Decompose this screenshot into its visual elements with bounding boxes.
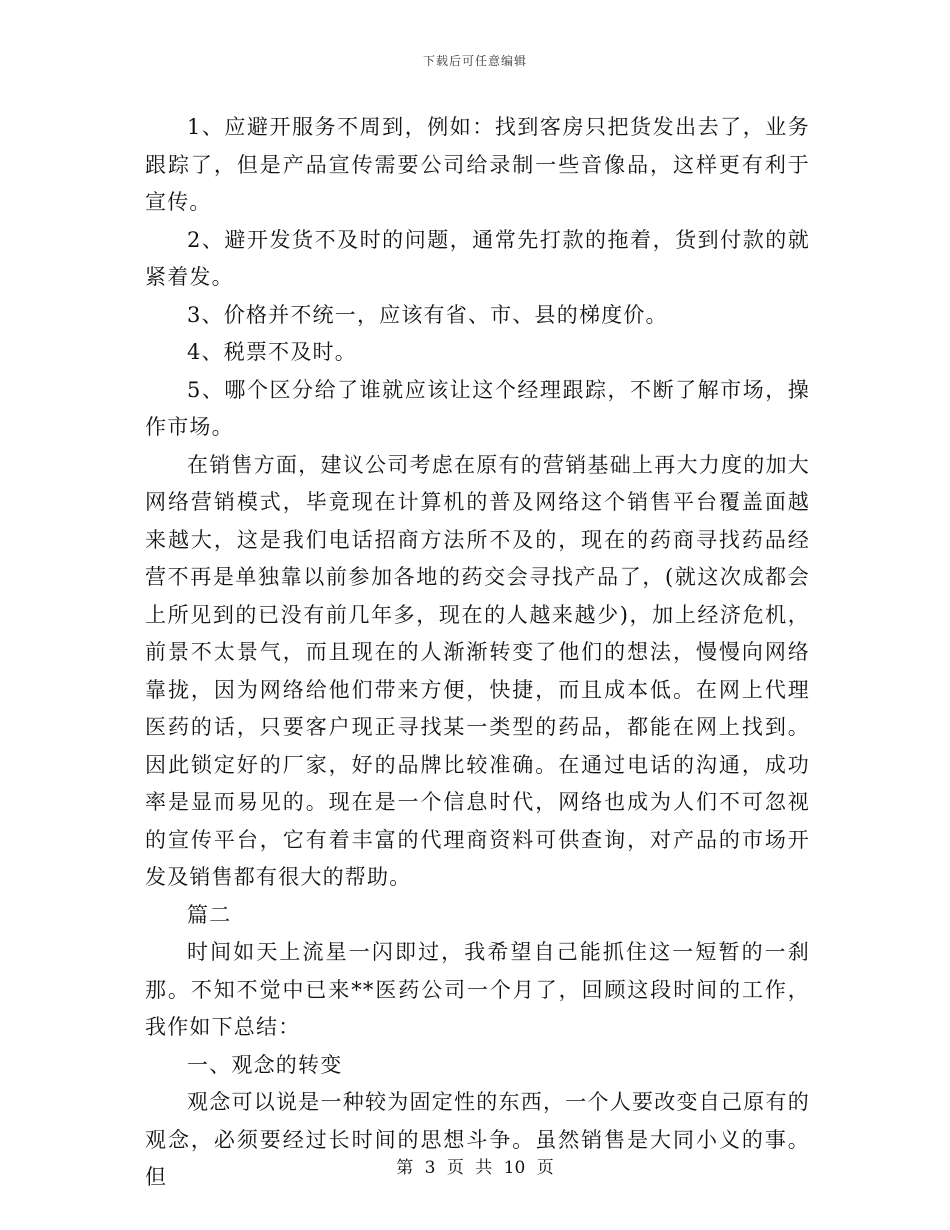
paragraph-sales-suggestion: 在销售方面，建议公司考虑在原有的营销基础上再大力度的加大网络营销模式，毕竟现在计算机的普及网络这个销售平台覆盖面越来越大，这是我们电话招商方法所不及的，现在的药商寻找药品经营不再是单独靠以前参加各地的药交会寻找产品了，(就这次成都会上所见到的已没有前几年多，现在的人越来越少)，加上经济危机，前景不太景气，而且现在的人渐渐转变了他们的想法，慢慢向网络靠拢，因为网络给他们带来方便，快捷，而且成本低。在网上代理医药的话，只要客户现正寻找某一类型的药品，都能在网上找到。因此锁定好的厂家，好的品牌比较准确。在通过电话的沟通，成功率是显而易见的。现在是一个信息时代，网络也成为人们不可忽视的宣传平台，它有着丰富的代理商资料可供查询，对产品的市场开发及销售都有很大的帮助。	[145, 452, 810, 889]
paragraph-item-4: 4、税票不及时。	[187, 340, 357, 364]
subheading-mindset-change: 一、观念的转变	[187, 1052, 343, 1077]
paragraph-item-3: 3、价格并不统一，应该有省、市、县的梯度价。	[187, 302, 668, 327]
paragraph-item-1: 1、应避开服务不周到，例如：找到客房只把货发出去了，业务跟踪了，但是产品宣传需要公司给录制一些音像品，这样更有利于宣传。	[145, 115, 810, 214]
document-body	[145, 109, 810, 1197]
page-header: 下载后可任意编辑	[422, 54, 527, 68]
page-footer-page-number: 第 3 页 共 10 页	[396, 1158, 554, 1178]
paragraph-mindset: 观念可以说是一种较为固定性的东西，一个人要改变自己原有的观念，必须要经过长时间的思想斗争。虽然销售是大同小义的事。但	[145, 1090, 810, 1189]
section-heading-part-two: 篇二	[187, 902, 232, 927]
paragraph-intro-summary: 时间如天上流星一闪即过，我希望自己能抓住这一短暂的一刹那。不知不觉中已来**医药公司一个月了，回顾这段时间的工作，我作如下总结：	[145, 940, 810, 1039]
paragraph-item-2: 2、避开发货不及时的问题，通常先打款的拖着，货到付款的就紧着发。	[145, 227, 810, 289]
paragraph-item-5: 5、哪个区分给了谁就应该让这个经理跟踪，不断了解市场，操作市场。	[145, 377, 810, 439]
